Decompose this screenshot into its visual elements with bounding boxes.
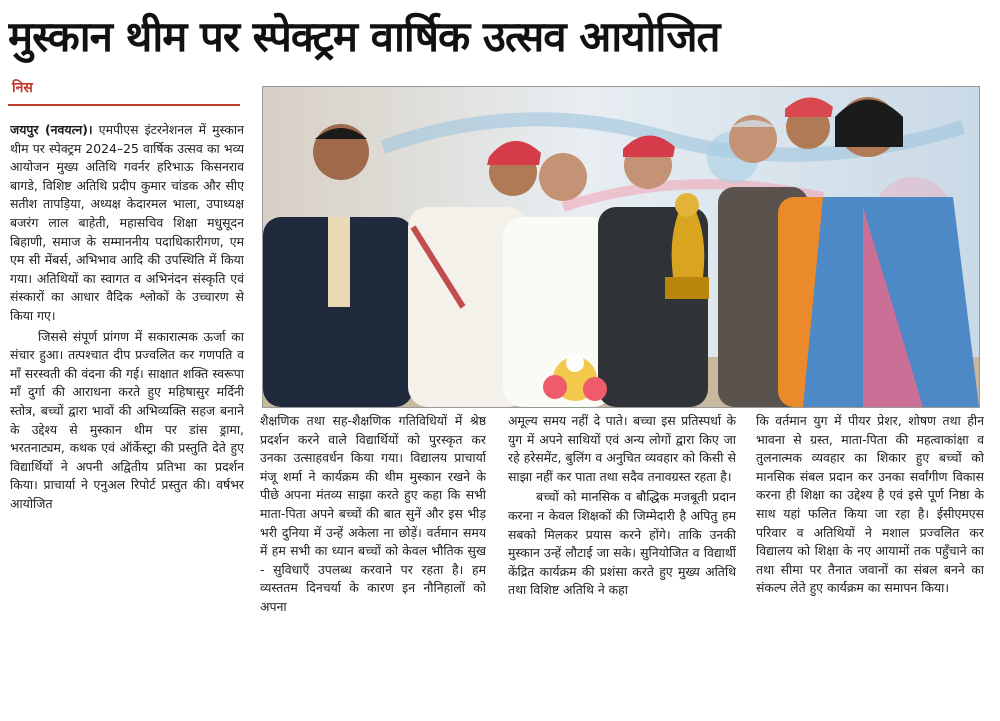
event-photo (262, 86, 980, 408)
col3-paragraph-2: बच्चों को मानसिक व बौद्धिक मजबूती प्रदान करना न केवल शिक्षकों की जिम्मेदारी है अपितु हम सबको मिलकर प्रयास करने होंगे। ताकि उनकी मुस्कान उन्हें लौटाई जा सके। सुनियोजित व विद्यार्थी केंद्रित कार्यक्रम की प्रशंसा करते हुए मुख्य अतिथि तथा विशिष्ट अतिथि ने कहा (508, 489, 736, 598)
col1-paragraph-2: जिससे संपूर्ण प्रांगण में सकारात्मक ऊर्जा का संचार हुआ। तत्पश्चात दीप प्रज्वलित कर गणपति व माँ सरस्वती की वंदना की गई। साक्षात शक्ति स्वरूपा माँ दुर्गा की आराधना करते हुए महिषासुर मर्दिनी स्तोत्र, बच्चों द्वारा भावों की अभिव्यक्ति सहज बनाने के उद्देश्य से मुस्कान थीम पर डांस ड्रामा, भरतनाट्यम, कथक एवं ऑर्केस्ट्रा की प्रस्तुति देते हुए विद्यार्थियों ने अपनी अद्वितीय प्रतिभा का प्रदर्शन किया। प्राचार्या ने एनुअल रिपोर्ट प्रस्तुत की। वर्षभर आयोजित (10, 328, 244, 511)
article-column-1 (10, 121, 244, 716)
photo-illustration (263, 87, 979, 407)
byline: निस (12, 80, 33, 96)
article-column-2 (260, 412, 486, 716)
byline-divider (8, 104, 240, 106)
dateline: जयपुर (नवयत्न)। (10, 122, 93, 137)
article-column-3 (508, 412, 736, 716)
headline: मुस्कान थीम पर स्पेक्ट्रम वार्षिक उत्सव आयोजित (8, 12, 720, 61)
col4-paragraph-1: कि वर्तमान युग में पीयर प्रेशर, शोषण तथा हीन भावना से ग्रस्त, माता-पिता की महत्वाकांक्षा व तुलनात्मक व्यवहार का शिकार हुए बच्चों को मानसिक संबल प्रदान कर उनका सर्वांगीण विकास करना ही शिक्षा का उद्देश्य है एवं इसे पूर्ण निष्ठा के साथ यहां फलित किया जा रहा है। ईसीएमएस परिवार व अतिथियों ने मशाल प्रज्वलित कर विद्यालय को शिक्षा के नए आयामों तक पहुँचाने का तथा सीमा पर तैनात जवानों का संबल बनने का संकल्प लेते हुए कार्यक्रम का समापन किया। (756, 413, 984, 596)
article-column-4 (756, 412, 984, 716)
col3-paragraph-1: अमूल्य समय नहीं दे पाते। बच्चा इस प्रतिस्पर्धा के युग में अपने साथियों एवं अन्य लोगों द्वारा किए जा रहे हरेसमेंट, बुलिंग व अनुचित व्यवहार को किसी से साझा नहीं कर पाता तथा सदैव तनावग्रस्त रहता है। (508, 413, 736, 484)
col2-paragraph-1: शैक्षणिक तथा सह-शैक्षणिक गतिविधियों में श्रेष्ठ प्रदर्शन करने वाले विद्यार्थियों को पुरस्कृत कर उनका उत्साहवर्धन किया गया। विद्यालय प्राचार्या मंजू शर्मा ने कार्यक्रम की थीम मुस्कान रखने के पीछे अपना मंतव्य साझा करते हुए कहा कि सभी माता-पिता अपने बच्चों की बात सुनें और इस भीड़ भरी दुनिया में उन्हें अकेला ना छोड़ें। वर्तमान समय में हम सभी का ध्यान बच्चों को केवल भौतिक सुख - सुविधाएँ उपलब्ध करवाने पर रहता है। हम व्यस्ततम दिनचर्या के कारण इन नौनिहालों को अपना (260, 413, 486, 614)
col1-paragraph-1: एमपीएस इंटरनेशनल में मुस्कान थीम पर स्पेक्ट्रम 2024–25 वार्षिक उत्सव का भव्य आयोजन मुख्य अतिथि गवर्नर हरिभाऊ किसनराव बागडे, विशिष्ट अतिथि प्रदीप कुमार चांडक और सीए सतीश तापड़िया, अध्यक्ष केदारमल भाला, उपाध्यक्ष बजरंग लाल बाहेती, महासचिव शिक्षा मधुसूदन बिहाणी, समाज के सम्माननीय पदाधिकारीगण, एम एम सी मेंबर्स, अभिभाव आदि की उपस्थिति में किया गया। अतिथियों का स्वागत व अभिनंदन संस्कृति एवं संस्कारों का आधार वैदिक श्लोकों के उच्चारण से किया गए। (10, 122, 244, 323)
